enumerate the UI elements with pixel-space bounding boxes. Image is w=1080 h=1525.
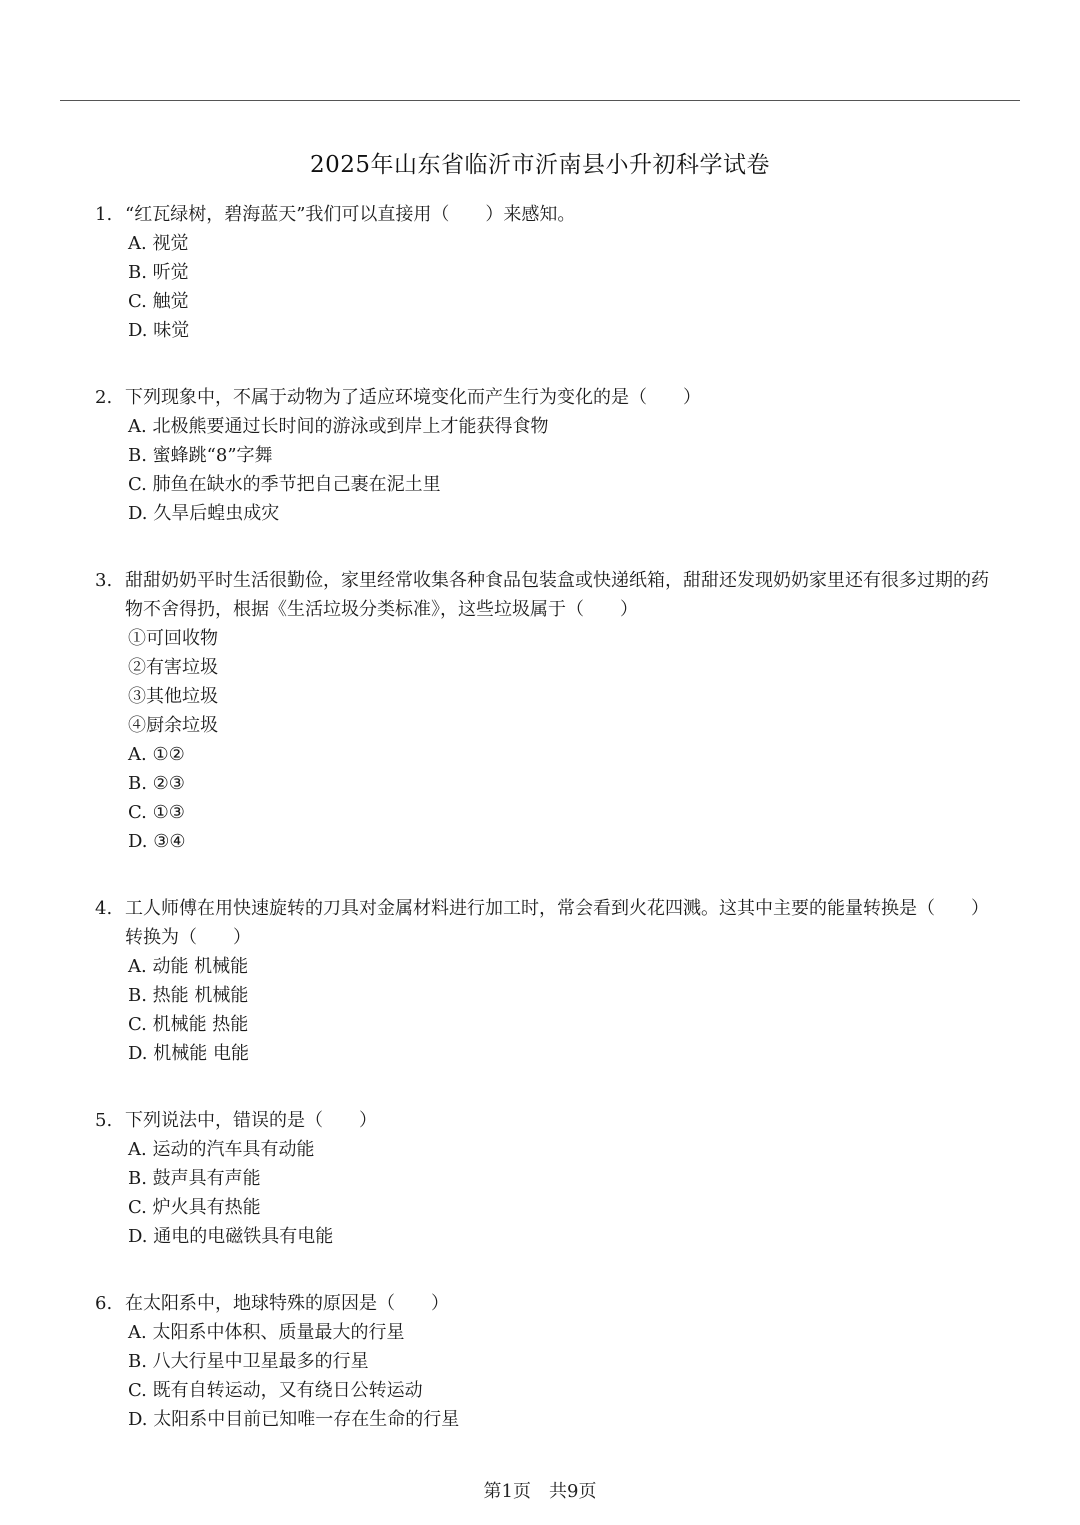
question-number: 6. xyxy=(95,1293,113,1314)
option-b: B. 热能 机械能 xyxy=(128,985,249,1006)
question-5 xyxy=(95,1106,1045,1251)
option-c: C. 肺鱼在缺水的季节把自己裹在泥土里 xyxy=(128,474,441,495)
question-1 xyxy=(95,200,1045,345)
option-b: B. 听觉 xyxy=(128,262,189,283)
statement-2: ②有害垃圾 xyxy=(128,657,218,678)
question-stem: 在太阳系中，地球特殊的原因是（ ） xyxy=(125,1293,449,1314)
option-d: D. 机械能 电能 xyxy=(128,1043,249,1064)
question-stem-line-1: 工人师傅在用快速旋转的刀具对金属材料进行加工时，常会看到火花四溅。这其中主要的能量转换是（ ） xyxy=(125,898,989,919)
question-2 xyxy=(95,383,1045,528)
option-d: D. 通电的电磁铁具有电能 xyxy=(128,1226,334,1247)
statement-3: ③其他垃圾 xyxy=(128,686,218,707)
option-d: D. 久旱后蝗虫成灾 xyxy=(128,503,280,524)
option-c: C. ①③ xyxy=(128,802,185,823)
question-3 xyxy=(95,566,1045,856)
option-c: C. 机械能 热能 xyxy=(128,1014,249,1035)
statement-4: ④厨余垃圾 xyxy=(128,715,218,736)
option-b: B. 八大行星中卫星最多的行星 xyxy=(128,1351,369,1372)
exam-title: 2025年山东省临沂市沂南县小升初科学试卷 xyxy=(309,152,771,178)
option-c: C. 炉火具有热能 xyxy=(128,1197,261,1218)
option-c: C. 触觉 xyxy=(128,291,189,312)
option-a: A. 北极熊要通过长时间的游泳或到岸上才能获得食物 xyxy=(128,416,549,437)
question-number: 5. xyxy=(95,1110,113,1131)
question-stem: 下列说法中，错误的是（ ） xyxy=(125,1110,377,1131)
option-b: B. ②③ xyxy=(128,773,185,794)
option-d: D. 味觉 xyxy=(128,320,190,341)
question-6 xyxy=(95,1289,1045,1434)
question-number: 1. xyxy=(95,204,113,225)
option-a: A. ①② xyxy=(128,744,185,765)
header-rule xyxy=(60,100,1020,101)
question-stem: 下列现象中，不属于动物为了适应环境变化而产生行为变化的是（ ） xyxy=(125,387,701,408)
question-number: 3. xyxy=(95,570,113,591)
question-number: 4. xyxy=(95,898,113,919)
question-stem-line-2: 物不舍得扔，根据《生活垃圾分类标准》，这些垃圾属于（ ） xyxy=(125,599,638,620)
question-stem-line-2: 转换为（ ） xyxy=(125,927,251,948)
question-list xyxy=(95,200,1045,1472)
option-b: B. 鼓声具有声能 xyxy=(128,1168,261,1189)
option-c: C. 既有自转运动，又有绕日公转运动 xyxy=(128,1380,423,1401)
option-a: A. 视觉 xyxy=(128,233,189,254)
question-4 xyxy=(95,894,1045,1068)
statement-1: ①可回收物 xyxy=(128,628,218,649)
option-a: A. 运动的汽车具有动能 xyxy=(128,1139,315,1160)
option-a: A. 太阳系中体积、质量最大的行星 xyxy=(128,1322,405,1343)
option-d: D. ③④ xyxy=(128,831,186,852)
option-d: D. 太阳系中目前已知唯一存在生命的行星 xyxy=(128,1409,460,1430)
question-stem-line-1: 甜甜奶奶平时生活很勤俭，家里经常收集各种食品包装盒或快递纸箱，甜甜还发现奶奶家里还有很多过期的药 xyxy=(125,570,989,591)
option-a: A. 动能 机械能 xyxy=(128,956,249,977)
question-number: 2. xyxy=(95,387,113,408)
question-stem: “红瓦绿树，碧海蓝天”我们可以直接用（ ）来感知。 xyxy=(125,204,576,225)
option-b: B. 蜜蜂跳“8”字舞 xyxy=(128,445,273,466)
page-footer: 第1页 共9页 xyxy=(483,1481,597,1502)
